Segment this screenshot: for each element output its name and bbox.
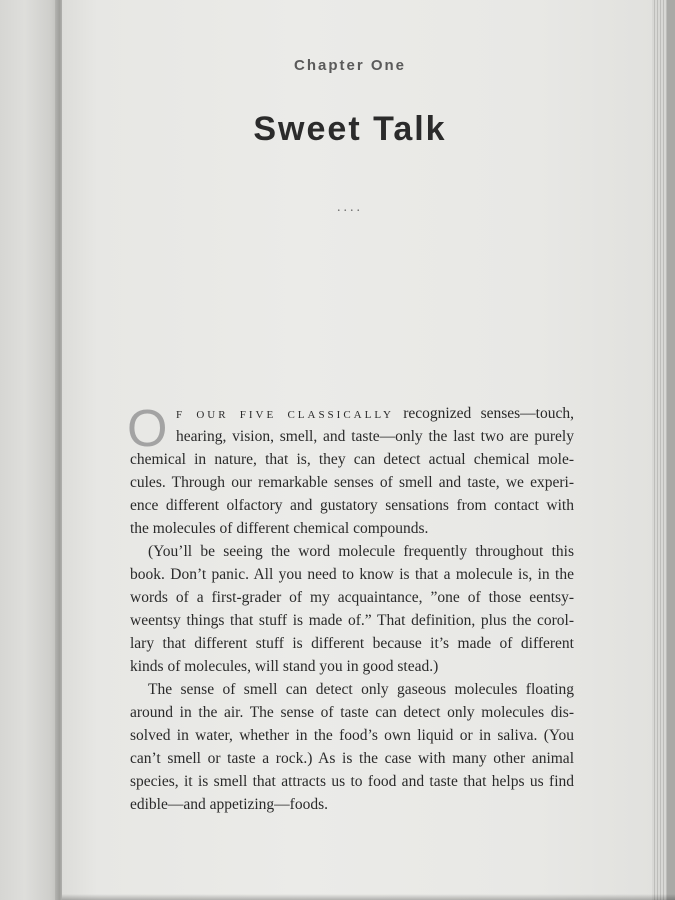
chapter-title: Sweet Talk xyxy=(253,110,447,148)
paragraph-line xyxy=(130,402,574,425)
paragraph-line: around in the air. The sense of taste can detect only molecules dis- xyxy=(130,704,574,721)
page-bottom-shadow xyxy=(62,894,675,900)
body-text xyxy=(127,400,574,816)
paragraph-line: (You’ll be seeing the word molecule frequently throughout this xyxy=(148,543,574,560)
lead-in-rest: recognized senses—touch, xyxy=(403,405,574,422)
paragraph-line: weentsy things that stuff is made of.” That definition, plus the corol- xyxy=(130,612,574,629)
paragraph-line: species, it is smell that attracts us to food and taste that helps us find xyxy=(130,773,574,790)
paragraph-line: kinds of molecules, will stand you in good stead.) xyxy=(130,658,439,675)
paragraph-1 xyxy=(127,400,574,540)
paragraph-line: words of a first-grader of my acquaintance, ”one of those eentsy- xyxy=(130,589,574,606)
paragraph-line: can’t smell or taste a rock.) As is the case with many other animal xyxy=(130,750,574,767)
paragraph-line: The sense of smell can detect only gaseous molecules floating xyxy=(148,681,574,698)
paragraph-line: solved in water, whether in the food’s own liquid or in saliva. (You xyxy=(130,727,574,744)
section-ornament: .... xyxy=(337,200,363,215)
paragraph-line: the molecules of different chemical compounds. xyxy=(130,520,429,537)
paragraph-line: chemical in nature, that is, they can detect actual chemical mole- xyxy=(130,451,574,468)
paragraph-3 xyxy=(130,678,574,816)
paragraph-2 xyxy=(130,540,574,678)
drop-cap: O xyxy=(127,400,168,458)
paragraph-line: cules. Through our remarkable senses of smell and taste, we experi- xyxy=(130,474,574,491)
paragraph-line: hearing, vision, smell, and taste—only the last two are purely xyxy=(176,428,574,445)
paragraph-line: ence different olfactory and gustatory sensations from contact with xyxy=(130,497,574,514)
chapter-label: Chapter One xyxy=(293,57,406,74)
paragraph-line: lary that different stuff is different because it’s made of different xyxy=(130,635,574,652)
paragraph-line: edible—and appetizing—foods. xyxy=(130,796,329,813)
lead-in-smallcaps: F OUR FIVE CLASSICALLY xyxy=(176,409,394,421)
paragraph-line: book. Don’t panic. All you need to know is that a molecule is, in the xyxy=(130,566,574,583)
